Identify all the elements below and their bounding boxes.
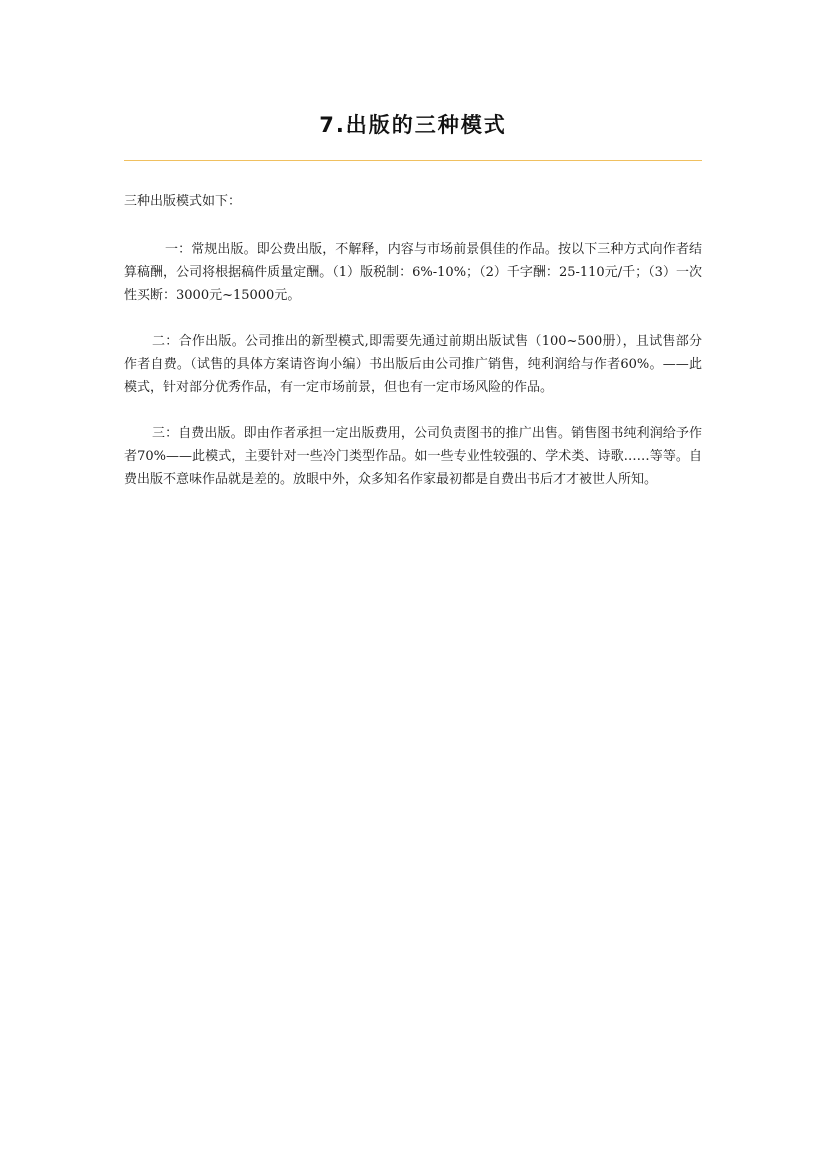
paragraph-regular-publishing: 一：常规出版。即公费出版，不解释，内容与市场前景俱佳的作品。按以下三种方式向作者结算稿酬，公司将根据稿件质量定酬。（1）版税制：6%-10%；（2）千字酬：25-110元/千；（3）一次性买断：3000元~15000元。 <box>124 242 702 303</box>
paragraph-self-publishing: 三：自费出版。即由作者承担一定出版费用，公司负责图书的推广出售。销售图书纯利润给予作者70%——此模式，主要针对一些冷门类型作品。如一些专业性较强的、学术类、诗歌……等等。自费出版不意味作品就是差的。放眼中外，众多知名作家最初都是自费出书后才才被世人所知。 <box>124 426 702 487</box>
paragraph-cooperative-publishing: 二：合作出版。公司推出的新型模式,即需要先通过前期出版试售（100~500册），且试售部分作者自费。（试售的具体方案请咨询小编）书出版后由公司推广销售，纯利润给与作者60%。——此模式，针对部分优秀作品，有一定市场前景，但也有一定市场风险的作品。 <box>124 334 702 395</box>
title-divider <box>124 160 702 161</box>
intro-text: 三种出版模式如下： <box>124 194 242 209</box>
document-body <box>124 190 702 491</box>
page-title: 7.出版的三种模式 <box>319 113 507 137</box>
